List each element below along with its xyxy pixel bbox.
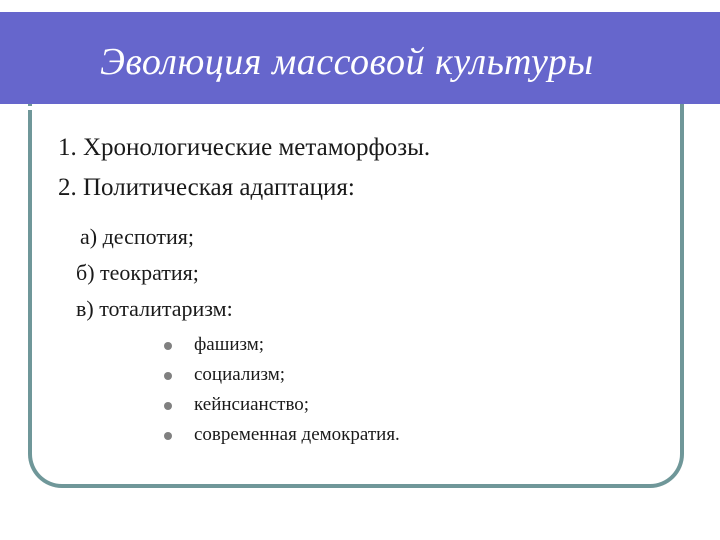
subitem-c: в) тоталитаризм: xyxy=(76,296,233,321)
list-item-1: 1. Хронологические метаморфозы. xyxy=(58,134,431,161)
bullet-icon xyxy=(164,402,172,410)
bullet-text: фашизм; xyxy=(194,334,265,355)
title-underline xyxy=(0,106,636,110)
bullet-text: социализм; xyxy=(194,364,286,385)
bullet-icon xyxy=(164,432,172,440)
bullet-text: кейнсианство; xyxy=(194,394,310,415)
bullet-icon xyxy=(164,372,172,380)
title-bar xyxy=(0,12,720,104)
bullet-text: современная демократия. xyxy=(194,424,400,445)
bullet-icon xyxy=(164,342,172,350)
list-item-2: 2. Политическая адаптация: xyxy=(58,174,355,201)
subitem-b: б) теократия; xyxy=(76,260,199,285)
slide-title: Эволюция массовой культуры xyxy=(100,41,594,83)
subitem-a: а) деспотия; xyxy=(80,224,194,249)
